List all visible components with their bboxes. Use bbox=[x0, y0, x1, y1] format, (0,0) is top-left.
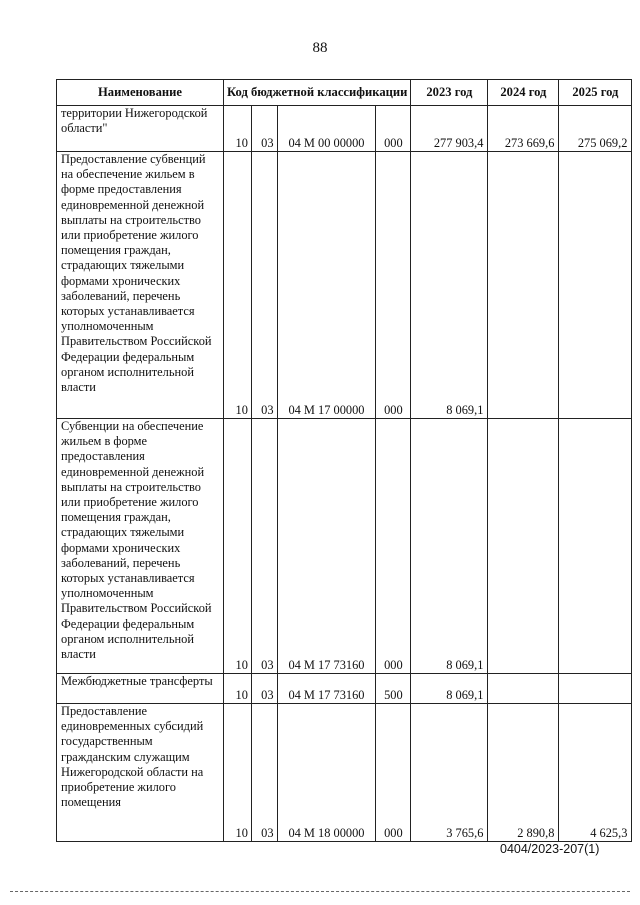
page-number: 88 bbox=[312, 40, 328, 56]
row-target-code: 04 М 17 73160 bbox=[277, 674, 376, 704]
row-2024 bbox=[488, 674, 559, 704]
header-2025: 2025 год bbox=[559, 80, 632, 106]
row-2023: 8 069,1 bbox=[411, 152, 488, 419]
row-2024 bbox=[488, 419, 559, 674]
table-row bbox=[57, 152, 632, 419]
row-target-code: 04 М 00 00000 bbox=[277, 106, 376, 152]
row-name: Субвенции на обеспечение жильем в форме предоставления единовременной денежной выплаты на строительство или приобретение жилого помещения граждан, страдающих тяжелыми формами хронических заболеваний, перечень которых устанавливается уполномоченным Правительством Российской Федерации федеральным органом исполнительной власти bbox=[57, 419, 224, 674]
row-2023: 3 765,6 bbox=[411, 704, 488, 842]
row-type-code: 000 bbox=[376, 419, 411, 674]
row-target-code: 04 М 17 73160 bbox=[277, 419, 376, 674]
row-section: 10 bbox=[224, 704, 252, 842]
row-name: Предоставление субвенций на обеспечение жильем в форме предоставления единовременной денежной выплаты на строительство или приобретение жилого помещения граждан, страдающих тяжелыми формами хронических заболеваний, перечень которых устанавливается уполномоченным Правительством Российской Федерации федеральным органом исполнительной власти bbox=[57, 152, 224, 419]
row-2025: 275 069,2 bbox=[559, 106, 632, 152]
table-row bbox=[57, 106, 632, 152]
row-name: Межбюджетные трансферты bbox=[57, 674, 224, 704]
row-section: 10 bbox=[224, 106, 252, 152]
row-target-code: 04 М 18 00000 bbox=[277, 704, 376, 842]
table-row bbox=[57, 674, 632, 704]
table-header-row bbox=[57, 80, 632, 106]
row-type-code: 000 bbox=[376, 704, 411, 842]
header-2024: 2024 год bbox=[488, 80, 559, 106]
row-2025 bbox=[559, 152, 632, 419]
row-section: 10 bbox=[224, 674, 252, 704]
row-type-code: 000 bbox=[376, 106, 411, 152]
row-2025 bbox=[559, 674, 632, 704]
row-subsection: 03 bbox=[251, 152, 277, 419]
row-2023: 8 069,1 bbox=[411, 674, 488, 704]
row-subsection: 03 bbox=[251, 674, 277, 704]
table-row bbox=[57, 419, 632, 674]
row-type-code: 500 bbox=[376, 674, 411, 704]
row-2023: 8 069,1 bbox=[411, 419, 488, 674]
row-2025 bbox=[559, 419, 632, 674]
header-name: Наименование bbox=[57, 80, 224, 106]
row-2024 bbox=[488, 152, 559, 419]
row-type-code: 000 bbox=[376, 152, 411, 419]
row-name: территории Нижегородской области" bbox=[57, 106, 224, 152]
row-2024: 2 890,8 bbox=[488, 704, 559, 842]
row-section: 10 bbox=[224, 419, 252, 674]
row-2025: 4 625,3 bbox=[559, 704, 632, 842]
row-2024: 273 669,6 bbox=[488, 106, 559, 152]
table-row bbox=[57, 704, 632, 842]
row-subsection: 03 bbox=[251, 419, 277, 674]
row-subsection: 03 bbox=[251, 704, 277, 842]
row-name: Предоставление единовременных субсидий государственным гражданским служащим Нижегородской области на приобретение жилого помещения bbox=[57, 704, 224, 842]
document-code: 0404/2023-207(1) bbox=[500, 842, 600, 856]
row-subsection: 03 bbox=[251, 106, 277, 152]
header-budget-code: Код бюджетной классификации bbox=[224, 80, 411, 106]
header-2023: 2023 год bbox=[411, 80, 488, 106]
row-section: 10 bbox=[224, 152, 252, 419]
row-2023: 277 903,4 bbox=[411, 106, 488, 152]
row-target-code: 04 М 17 00000 bbox=[277, 152, 376, 419]
budget-table bbox=[56, 79, 632, 842]
scan-edge-line bbox=[10, 891, 630, 892]
